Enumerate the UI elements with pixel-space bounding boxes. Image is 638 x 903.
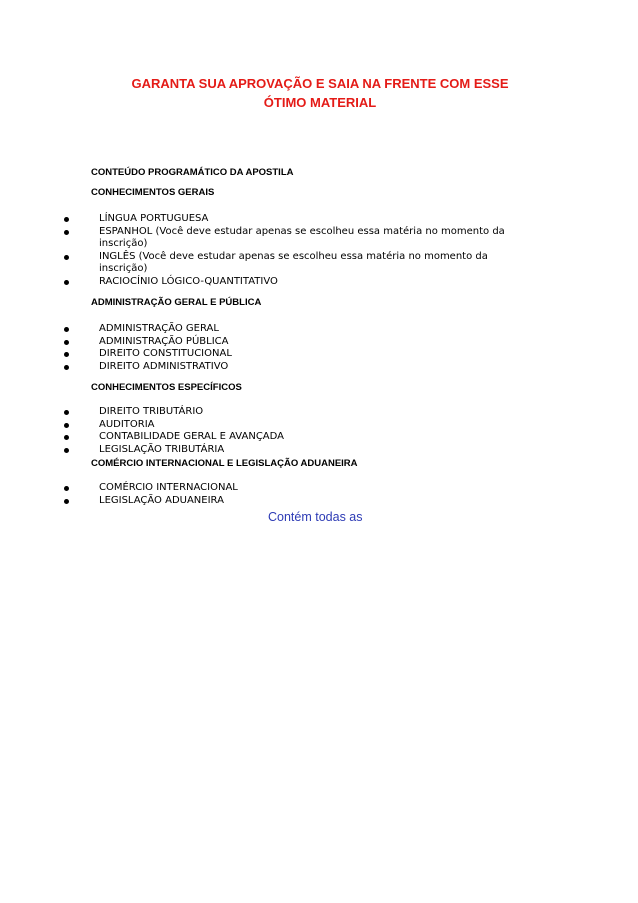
list-item-label: LEGISLAÇÃO ADUANEIRA (99, 494, 224, 506)
list-item-label: ADMINISTRAÇÃO GERAL (99, 323, 219, 334)
list-item-label: LEGISLAÇÃO TRIBUTÁRIA (99, 443, 225, 455)
list-administracao (0, 323, 539, 373)
heading-comercio-internacional: COMÉRCIO INTERNACIONAL E LEGISLAÇÃO ADUANEIRA (91, 458, 358, 469)
bullet-icon (64, 352, 69, 357)
list-item-label: DIREITO TRIBUTÁRIO (99, 406, 204, 417)
heading-administracao: ADMINISTRAÇÃO GERAL E PÚBLICA (91, 297, 262, 308)
list-comercio (0, 482, 539, 507)
document-title (95, 74, 545, 112)
list-item-label: DIREITO ADMINISTRATIVO (99, 360, 229, 372)
bullet-icon (64, 365, 69, 370)
list-item (0, 276, 539, 289)
list-item (0, 226, 539, 251)
bullet-icon (64, 435, 69, 440)
list-conhecimentos-gerais (0, 213, 539, 288)
list-item (0, 419, 539, 432)
heading-conhecimentos-especificos: CONHECIMENTOS ESPECÍFICOS (91, 382, 242, 393)
list-item (0, 444, 539, 457)
footer-text: Contém todas as (268, 510, 363, 524)
bullet-icon (64, 255, 69, 260)
list-especificos (0, 406, 539, 456)
bullet-icon (64, 230, 69, 235)
list-item (0, 361, 539, 374)
list-item (0, 251, 539, 276)
list-item (0, 431, 539, 444)
heading-conhecimentos-gerais: CONHECIMENTOS GERAIS (91, 187, 215, 198)
list-item (0, 336, 539, 349)
bullet-icon (64, 486, 69, 491)
list-item-label: INGLÊS (Você deve estudar apenas se escolheu essa matéria no momento da inscrição) (99, 250, 488, 274)
bullet-icon (64, 410, 69, 415)
bullet-icon (64, 448, 69, 453)
list-item-label: RACIOCÍNIO LÓGICO-QUANTITATIVO (99, 275, 278, 287)
list-item-label: ESPANHOL (Você deve estudar apenas se escolheu essa matéria no momento da inscrição) (99, 225, 505, 249)
heading-conteudo-programatico: CONTEÚDO PROGRAMÁTICO DA APOSTILA (91, 167, 294, 178)
bullet-icon (64, 280, 69, 285)
bullet-icon (64, 340, 69, 345)
bullet-icon (64, 423, 69, 428)
title-line-2: ÓTIMO MATERIAL (263, 95, 377, 110)
list-item-label: CONTABILIDADE GERAL E AVANÇADA (99, 431, 285, 442)
list-item (0, 323, 539, 336)
list-item-label: LÍNGUA PORTUGUESA (99, 213, 209, 224)
list-item-label: COMÉRCIO INTERNACIONAL (99, 482, 238, 493)
bullet-icon (64, 327, 69, 332)
list-item-label: AUDITORIA (99, 418, 155, 430)
list-item (0, 213, 539, 226)
list-item (0, 348, 539, 361)
list-item (0, 482, 539, 495)
list-item (0, 406, 539, 419)
list-item-label: DIREITO CONSTITUCIONAL (99, 348, 232, 359)
bullet-icon (64, 217, 69, 222)
list-item (0, 495, 539, 508)
title-line-1: GARANTA SUA APROVAÇÃO E SAIA NA FRENTE COM ESSE (131, 76, 509, 91)
bullet-icon (64, 499, 69, 504)
list-item-label: ADMINISTRAÇÃO PÚBLICA (99, 335, 229, 347)
